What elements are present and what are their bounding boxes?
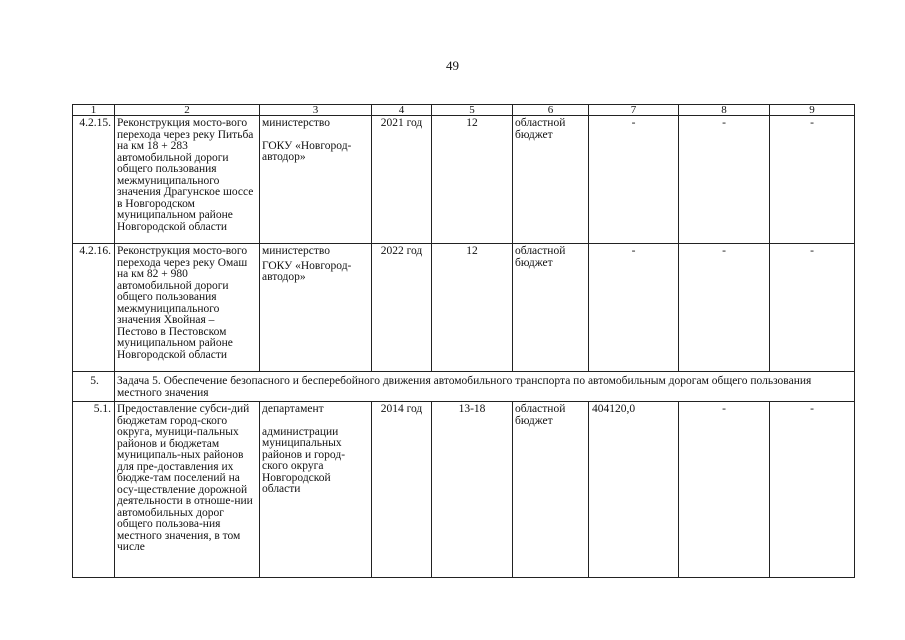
column-header: 2: [115, 105, 260, 116]
amount-col9: -: [770, 402, 855, 578]
task-title: Задача 5. Обеспечение безопасного и бесперебойного движения автомобильного транспорта по автомобильным дорогам общего пользования местного значения: [115, 372, 855, 402]
year: 2014 год: [372, 402, 432, 578]
funding-source: областной бюджет: [513, 244, 589, 372]
activity-name: Реконструкция мосто-вого перехода через реку Питьба на км 18 + 283 автомобильной дороги общего пользования межмуниципального значения Драгунское шоссе в Новгородском муниципальном районе Новгородской области: [115, 116, 260, 244]
activity-name: Предоставление субси-дий бюджетам город-ского округа, муници-пальных районов и бюджетам муниципаль-ных районов для пре-доставления их бюдже-там поселений на осу-ществление дорожной деятельности в отноше-нии автомобильных дорог общего пользова-ния местного значения, в том числе: [115, 402, 260, 578]
column-header: 6: [513, 105, 589, 116]
row-number: 5.: [73, 372, 115, 402]
activity-name: Реконструкция мосто-вого перехода через реку Омаш на км 82 + 980 автомобильной дороги общего пользования межмуниципального значения Хвойная – Пестово в Пестовском муниципальном районе Новгородской области: [115, 244, 260, 372]
column-header: 3: [260, 105, 372, 116]
column-header: 9: [770, 105, 855, 116]
amount-col7: -: [589, 244, 679, 372]
column-header: 8: [679, 105, 770, 116]
amount-col7: 404120,0: [589, 402, 679, 578]
year: 2021 год: [372, 116, 432, 244]
amount-col9: -: [770, 116, 855, 244]
funding-source: областной бюджет: [513, 402, 589, 578]
table-row: [73, 116, 855, 244]
executor: [260, 116, 372, 244]
executor: [260, 244, 372, 372]
indicator-number: 13-18: [432, 402, 513, 578]
column-header: 4: [372, 105, 432, 116]
column-header: 7: [589, 105, 679, 116]
executor-secondary: ГОКУ «Новгород-автодор»: [262, 259, 352, 283]
amount-col7: -: [589, 116, 679, 244]
task-row: [73, 372, 855, 402]
table-row: [73, 244, 855, 372]
row-number: 4.2.15.: [73, 116, 115, 244]
column-header: 1: [73, 105, 115, 116]
funding-source: областной бюджет: [513, 116, 589, 244]
amount-col8: -: [679, 116, 770, 244]
executor: [260, 402, 372, 578]
program-table: [72, 104, 855, 578]
column-number-row: [73, 105, 855, 116]
indicator-number: 12: [432, 116, 513, 244]
page-number: 49: [446, 58, 459, 73]
executor-primary: министерство: [262, 245, 330, 257]
row-number: 5.1.: [73, 402, 115, 578]
row-number: 4.2.16.: [73, 244, 115, 372]
amount-col8: -: [679, 244, 770, 372]
executor-secondary: администрации муниципальных районов и город-ского округа Новгородской области: [262, 425, 346, 495]
column-header: 5: [432, 105, 513, 116]
executor-primary: министерство: [262, 117, 330, 129]
amount-col8: -: [679, 402, 770, 578]
amount-col9: -: [770, 244, 855, 372]
indicator-number: 12: [432, 244, 513, 372]
year: 2022 год: [372, 244, 432, 372]
executor-primary: департамент: [262, 403, 324, 415]
table-row: [73, 402, 855, 578]
executor-secondary: ГОКУ «Новгород-автодор»: [262, 139, 352, 163]
